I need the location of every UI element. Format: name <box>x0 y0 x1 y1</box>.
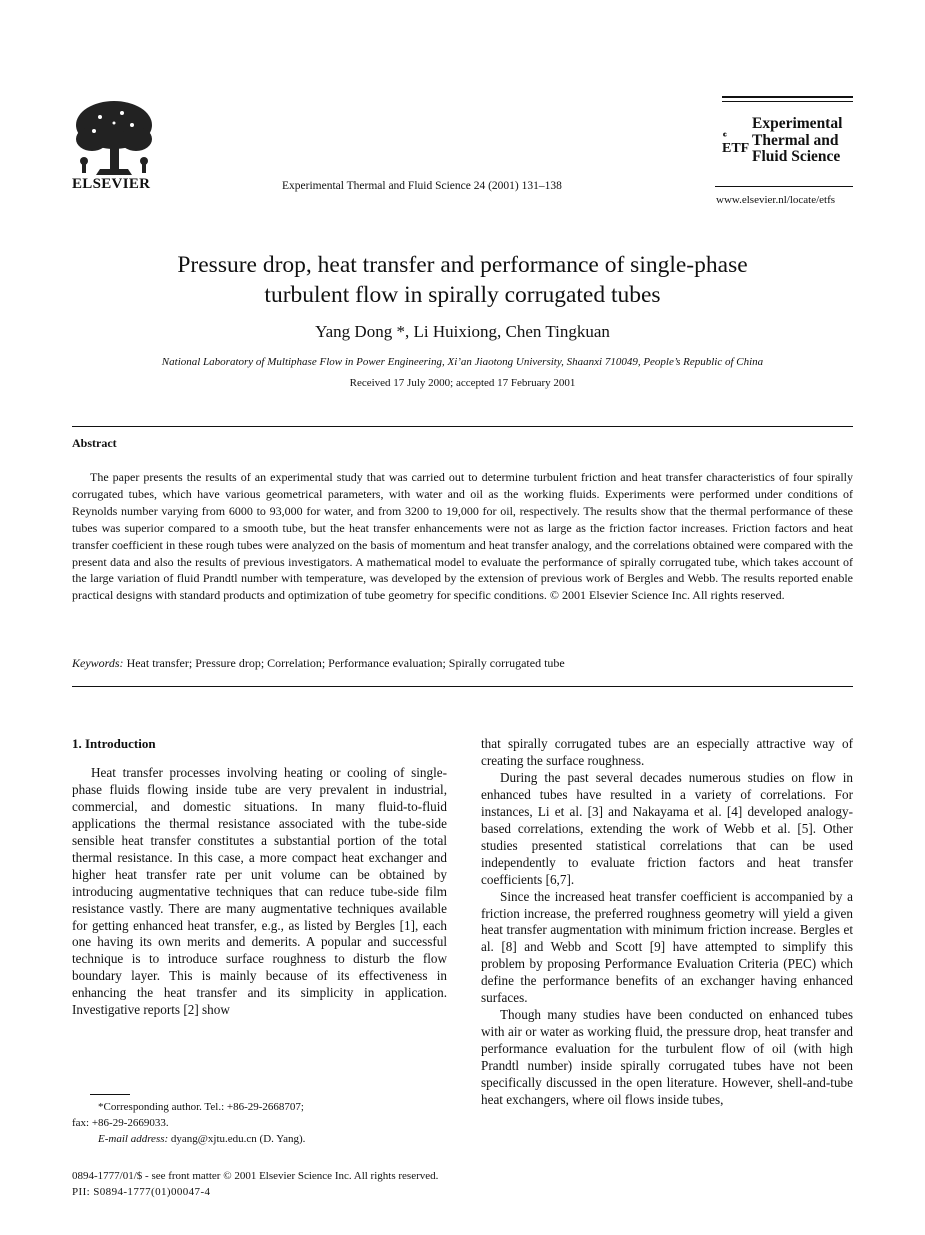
publisher-name: ELSEVIER <box>72 176 151 192</box>
paper-title-line: turbulent flow in spirally corrugated tubes <box>264 282 661 308</box>
email-address[interactable]: dyang@xjtu.edu.cn (D. Yang). <box>170 1133 306 1145</box>
keywords-line <box>72 656 853 671</box>
paper-affiliation: National Laboratory of Multiphase Flow in Power Engineering, Xi’an Jiaotong University, Shaanxi 710049, People’s Republic of China <box>161 356 764 368</box>
journal-citation: Experimental Thermal and Fluid Science 24 (2001) 131–138 <box>282 180 562 192</box>
section-divider <box>72 426 853 427</box>
journal-logo-text <box>752 116 842 166</box>
copyright-line: 0894-1777/01/$ - see front matter © 2001 Elsevier Science Inc. All rights reserved. <box>72 1170 439 1182</box>
journal-logo-line: Thermal and <box>752 131 839 149</box>
footnote-line: fax: +86-29-2669033. <box>72 1117 169 1129</box>
journal-url[interactable]: www.elsevier.nl/locate/etfs <box>716 194 836 206</box>
email-label: E-mail address: <box>98 1133 169 1145</box>
paragraph: Though many studies have been conducted on enhanced tubes with air or water as working fluid, the pressure drop, heat transfer and performance evaluation for the turbulent flow of oil (with high Prandtl number) inside spirally corrugated tubes have not been specifically discussed in the open literature. However, shell-and-tube heat exchangers, where oil flows inside tubes, <box>481 1007 853 1108</box>
journal-rule <box>722 101 853 102</box>
paragraph: Heat transfer processes involving heating or cooling of single-phase fluids flowing inside tube are very prevalent in industrial, commercial, and domestic situations. In many fluid-to-fluid applications the thermal resistance associated with the tube-side sensible heat transfer constitutes a substantial portion of the total thermal resistance. In this case, a more compact heat exchanger and higher heat transfer rate per unit volume can be obtained by introducing augmentative techniques that can reduce tube-side film resistance vastly. There are many augmentative techniques available for getting enhanced heat transfer, e.g., as listed by Bergles [1], each one having its own merits and demerits. A popular and successful technique is to introduce surface roughness to disturb the flow boundary layer. This is mainly because of its effectiveness in enhancing the heat transfer and its simplicity in application. Investigative reports [2] show <box>72 764 447 1018</box>
paragraph: Since the increased heat transfer coefficient is accompanied by a friction increase, the preferred roughness geometry will yield a given heat transfer augmentation with minimum friction increase. Bergles et al. [8] and Webb and Scott [9] have attempted to simplify this problem by proposing Performance Evaluation Criteria (PEC) which define the performance benefits of an exchanger having enhanced surfaces. <box>481 888 853 1006</box>
keywords-text: Heat transfer; Pressure drop; Correlation; Performance evaluation; Spirally corrugated tube <box>126 656 565 670</box>
journal-logo-line: Fluid Science <box>752 148 841 165</box>
pii-line: PII: S0894-1777(01)00047-4 <box>72 1186 211 1198</box>
paper-title <box>60 250 865 310</box>
footnote-email <box>72 1131 447 1147</box>
column-right <box>481 736 853 1109</box>
section-divider <box>72 686 853 687</box>
section-heading-introduction: 1. Introduction <box>72 736 156 751</box>
column-left <box>72 736 447 1019</box>
paper-title-line: Pressure drop, heat transfer and performance of single-phase <box>177 252 748 278</box>
journal-logo-line: Experimental <box>752 115 843 132</box>
paper-dates: Received 17 July 2000; accepted 17 February 2001 <box>349 377 576 389</box>
footnote-rule <box>90 1094 130 1095</box>
paper-authors: Yang Dong *, Li Huixiong, Chen Tingkuan <box>315 322 610 341</box>
footnote <box>72 1099 447 1147</box>
paragraph: During the past several decades numerous studies on flow in enhanced tubes have resulted in a variety of correlations. For instances, Li et al. [3] and Nakayama et al. [4] developed analogy-based correlations, extending the work of Webb et al. [5]. Other studies presented statistical correlations that can be used independently to evaluate friction factors and heat transfer coefficients [6,7]. <box>481 769 853 887</box>
journal-logo-abbrev: ETF <box>722 141 750 156</box>
abstract-body: The paper presents the results of an experimental study that was carried out to determine turbulent friction and heat transfer characteristics of four spirally corrugated tubes, which have various geometrical parameters, with water and oil as the working fluids. Experiments were performed under conditions of Reynolds number varying from 6000 to 93,000 for water, and from 3200 to 19,000 for oil, respectively. The results show that the thermal performance of these tubes was superior compared to a smooth tube, but the heat transfer enhancements were not as large as the friction factor increases. Friction factors and heat transfer coefficient in these rough tubes were analyzed on the basis of momentum and heat transfer analogy, and the correlations obtained were compared with the present data and also the results of previous investigators. A mathematical model to evaluate the performance of spirally corrugated tube, which takes account of the large variation of fluid Prandtl number with temperature, was developed by the extension of previous work of Bergles and Webb. The results reported enable practical designs with standard products and optimization of tube geometry for specific conditions. © 2001 Elsevier Science Inc. All rights reserved. <box>72 470 853 603</box>
footnote-line: *Corresponding author. Tel.: +86-29-2668707; <box>98 1101 304 1113</box>
abstract-heading: Abstract <box>72 436 117 450</box>
keywords-label: Keywords: <box>72 656 124 670</box>
journal-rule <box>715 186 853 187</box>
paragraph: that spirally corrugated tubes are an especially attractive way of creating the surface roughness. <box>481 736 853 768</box>
journal-rule <box>722 96 853 98</box>
